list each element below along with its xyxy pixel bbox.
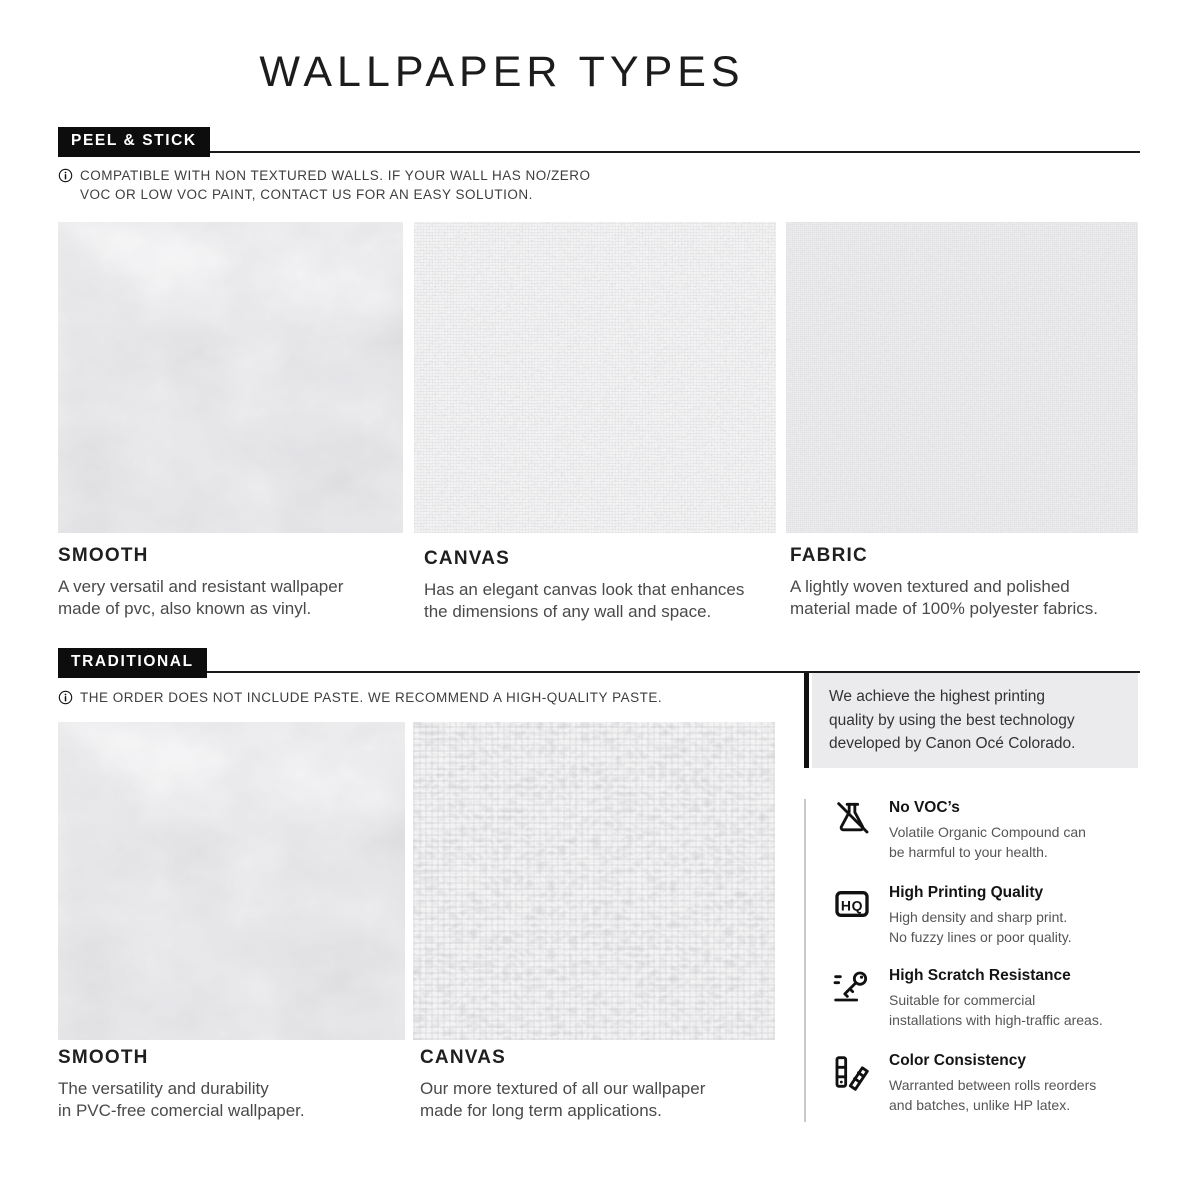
swatch-label-smooth	[58, 1047, 305, 1122]
swatch-description-line: Our more textured of all our wallpaper	[420, 1079, 706, 1098]
section-label-text: TRADITIONAL	[71, 653, 194, 670]
quote-line: quality by using the best technology	[829, 711, 1075, 729]
swatch-label-fabric	[790, 545, 1098, 620]
key-scratch-icon	[832, 967, 872, 1007]
texture-swatch-canvas	[413, 722, 775, 1040]
hq-icon	[832, 884, 872, 924]
quote-line: We achieve the highest printing	[829, 688, 1045, 705]
swatch-description-line: the dimensions of any wall and space.	[424, 602, 712, 621]
feature-description-line: High density and sharp print.	[889, 909, 1068, 925]
section-divider	[58, 151, 1140, 153]
section-label-traditional	[58, 648, 207, 678]
feature-title: High Scratch Resistance	[889, 967, 1071, 984]
feature-description-line: Warranted between rolls reorders	[889, 1077, 1097, 1093]
swatch-description-line: made for long term applications.	[420, 1101, 662, 1120]
section-label-peel-stick	[58, 127, 210, 157]
feature-text	[889, 884, 1072, 947]
swatch-title: CANVAS	[424, 548, 511, 569]
feature-title: Color Consistency	[889, 1052, 1026, 1069]
feature-description-line: and batches, unlike HP latex.	[889, 1097, 1071, 1113]
note-text	[80, 166, 591, 204]
swatch-title: SMOOTH	[58, 1047, 149, 1068]
swatch-description-line: made of pvc, also known as vinyl.	[58, 599, 312, 618]
texture-swatch-smooth	[58, 222, 403, 533]
color-swatches-icon	[832, 1052, 872, 1092]
swatch-title: SMOOTH	[58, 545, 149, 566]
swatch-description-line: A very versatil and resistant wallpaper	[58, 577, 344, 596]
feature-text	[889, 967, 1103, 1030]
feature-description-line: be harmful to your health.	[889, 844, 1048, 860]
quality-quote-box	[812, 672, 1138, 768]
feature-description-line: installations with high-traffic areas.	[889, 1012, 1103, 1028]
traditional-note	[58, 688, 662, 707]
feature-description-line: Suitable for commercial	[889, 992, 1036, 1008]
swatch-description-line: material made of 100% polyester fabrics.	[790, 599, 1099, 618]
swatch-description-line: The versatility and durability	[58, 1079, 269, 1098]
feature-color-consistency	[832, 1052, 1096, 1115]
feature-text	[889, 1052, 1096, 1115]
feature-description-line: No fuzzy lines or poor quality.	[889, 929, 1072, 945]
swatch-description-line: in PVC-free comercial wallpaper.	[58, 1101, 305, 1120]
feature-title: No VOC’s	[889, 799, 960, 816]
section-label-text: PEEL & STICK	[71, 132, 197, 149]
info-icon	[58, 168, 73, 183]
feature-high-scratch-resistance	[832, 967, 1103, 1030]
peel-stick-note	[58, 166, 591, 204]
svg-text:HQ: HQ	[840, 897, 864, 914]
feature-title: High Printing Quality	[889, 884, 1044, 901]
note-line: THE ORDER DOES NOT INCLUDE PASTE. WE RECOMMEND A HIGH-QUALITY PASTE.	[80, 690, 663, 705]
feature-high-printing-quality	[832, 884, 1072, 947]
quote-line: developed by Canon Océ Colorado.	[829, 735, 1076, 752]
note-line: VOC OR LOW VOC PAINT, CONTACT US FOR AN EASY SOLUTION.	[80, 187, 533, 202]
section-divider	[58, 671, 1140, 673]
swatch-description-line: A lightly woven textured and polished	[790, 577, 1070, 596]
feature-no-voc	[832, 799, 1086, 862]
swatch-title: FABRIC	[790, 545, 868, 566]
texture-swatch-fabric	[786, 222, 1138, 533]
quote-accent-bar	[804, 672, 809, 768]
swatch-description-line: Has an elegant canvas look that enhances	[424, 580, 745, 599]
texture-swatch-canvas	[414, 222, 776, 533]
note-text	[80, 688, 662, 707]
note-line: COMPATIBLE WITH NON TEXTURED WALLS. IF YOUR WALL HAS NO/ZERO	[80, 168, 591, 183]
swatch-label-smooth	[58, 545, 343, 620]
swatch-title: CANVAS	[420, 1047, 507, 1068]
feature-description-line: Volatile Organic Compound can	[889, 824, 1086, 840]
quality-quote-text	[812, 672, 1138, 756]
no-voc-icon	[832, 799, 872, 839]
page-title: WALLPAPER TYPES	[259, 48, 745, 96]
info-icon	[58, 690, 73, 705]
texture-swatch-smooth	[58, 722, 405, 1040]
swatch-label-canvas	[420, 1047, 705, 1122]
feature-text	[889, 799, 1086, 862]
swatch-label-canvas	[424, 548, 744, 623]
features-rail	[804, 799, 806, 1122]
